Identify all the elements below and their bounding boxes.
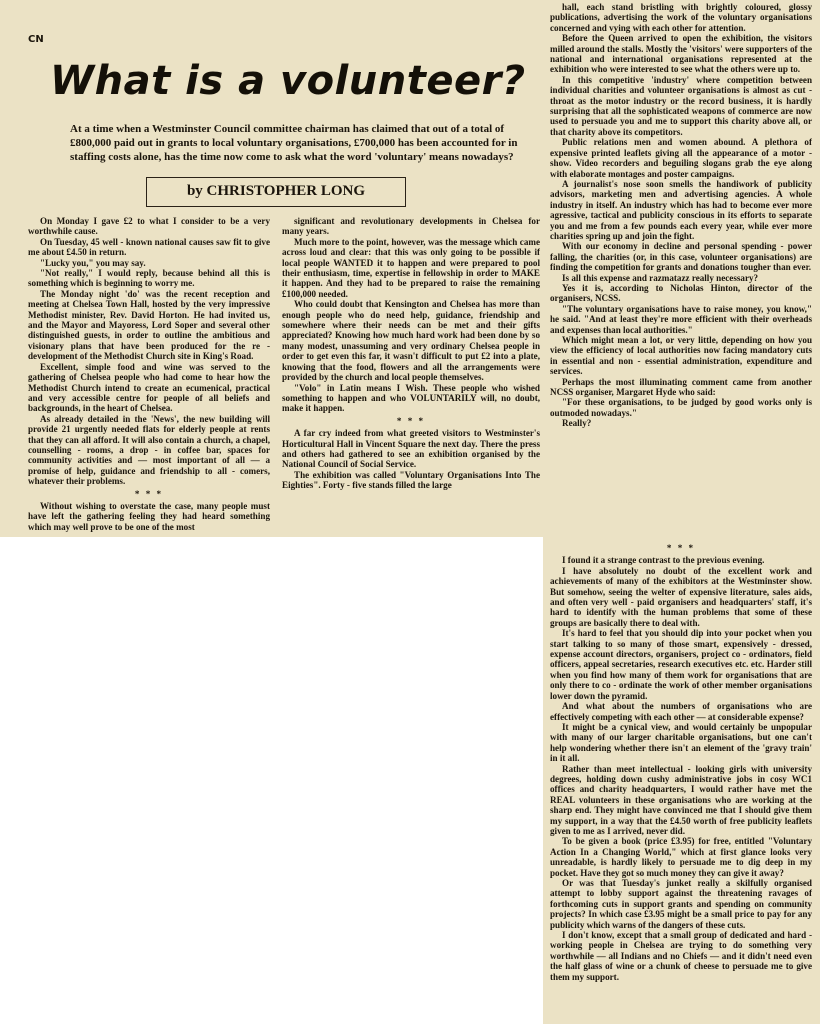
article-paragraph: "For these organisations, to be judged by good works only is outmoded nowadays." [550, 397, 812, 418]
article-paragraph: "Lucky you," you may say. [40, 257, 146, 268]
article-column-4 [550, 541, 812, 1021]
article-paragraph: "The voluntary organisations have to raise money, you know," he said. "And at least they're more efficient with their overheads and expenses than local authorities." [550, 303, 812, 335]
article-paragraph: With our economy in decline and personal spending - power falling, the charities (or, in this case, volunteer organisations) are finding the competition for grants and donations tougher than ever. [550, 241, 812, 273]
section-break-stars: * * * [666, 543, 696, 553]
article-paragraph: I found it a strange contrast to the previous evening. [562, 555, 765, 566]
headline: What is a volunteer? [50, 58, 526, 104]
article-paragraph: Before the Queen arrived to open the exhibition, the visitors milled around the stalls. Mostly the 'visitors' were supporters of the national and international organisations represented at the exhibition who were interested to see what the others were up to. [550, 33, 812, 75]
article-paragraph: "Not really," I would reply, because behind all this is something which is beginning to worry me. [28, 268, 270, 289]
article-paragraph: "Volo" in Latin means I Wish. These people who wished something to happen and who VOLUNTARILY will, no doubt, make it happen. [282, 382, 540, 414]
article-paragraph: Really? [562, 418, 592, 429]
article-paragraph: It's hard to feel that you should dip into your pocket when you start talking to so many of those smart, expensively - dressed, expense account directors, organisers, project co - ordinators, field officers, appeal secretaries, research executives etc. etc. Harder still when you find how many of them work for organisations that are only there to co - ordinate the work of other member organisations lower down the pyramid. [550, 628, 812, 701]
article-paragraph: Without wishing to overstate the case, many people must have left the gathering feeling they had heard something which may well prove to be one of the most [28, 500, 270, 532]
article-paragraph: Is all this expense and razmatazz really necessary? [562, 272, 759, 283]
article-paragraph: It might be a cynical view, and would certainly be unpopular with many of our larger charitable organisations, but one can't help wondering whether there isn't an element of the 'gravy train' in it all. [550, 721, 812, 764]
article-paragraph: I don't know, except that a small group of dedicated and hard - working people in Chelsea are trying to do something very worthwhile — all Indians and no Chiefs — and it didn't need even the half glass of wine or a chunk of cheese to persuade me to give them my support. [550, 930, 812, 982]
article-paragraph: hall, each stand bristling with brightly coloured, glossy publications, advertising the work of the voluntary organisations concerned and vying with each other for attention. [550, 2, 812, 33]
article-paragraph: In this competitive 'industry' where competition between individual charities and volunteer organisations is almost as cut - throat as the motor industry or the record business, it is hardly surprising that all the sophisticated weapons of commerce are now used to persuade you and me to support this charity above all, or that charity above its competitors. [550, 74, 812, 137]
article-paragraph: The Monday night 'do' was the recent reception and meeting at Chelsea Town Hall, hosted by the very impressive Methodist minister, Rev. David Horton. He had invited us, and the Mayor and Mayoress, Lord Soper and several other distinguished guests, in order to outline the ambitious and visionary plans that have been produced for the re - development of the Methodist Church site in King's Road. [28, 288, 270, 362]
article-paragraph: Yes it is, according to Nicholas Hinton, director of the organisers, NCSS. [550, 282, 812, 304]
section-break-stars: * * * [134, 488, 164, 499]
article-paragraph: Who could doubt that Kensington and Chelsea has more than enough people who do need help, guidance, friendship and somewhere where their needs can be met and their gifts appreciated? Knowing how much hard work had been done by so many modest, unassuming and very ordinary Chelsea people in order to get even this far, it wasn't difficult to put £2 into a plate, knowing that the food, flowers and all the arrangements were provided by the church and local people themselves. [282, 299, 540, 383]
article-paragraph: Or was that Tuesday's junket really a skilfully organised attempt to lobby support against the threatening ravages of forthcoming cuts in support grants and spending on community projects? In which case £3.95 might be a small price to pay for any publicity which warns of the dangers of these cuts. [550, 878, 812, 930]
section-break-stars: * * * [396, 415, 426, 426]
article-paragraph: Public relations men and women abound. A plethora of expensive printed leaflets giving all the appearance of a motor - show. Video recorders and beguiling slogans grab the eye along with elaborate montages and poster campaigns. [550, 137, 812, 179]
article-paragraph: Excellent, simple food and wine was served to the gathering of Chelsea people who had come to hear how the Methodist Church intend to create an ecumenical, practical and very accessible centre for people of all beliefs and backgrounds, in the heart of Chelsea. [28, 361, 270, 414]
article-paragraph: The exhibition was called "Voluntary Organisations Into The Eighties". Forty - five stands filled the large [282, 469, 540, 491]
article-paragraph: On Tuesday, 45 well - known national causes saw fit to give me about £4.50 in return. [28, 236, 270, 258]
article-paragraph: Much more to the point, however, was the message which came across loud and clear: that this was only going to be possible if local people WANTED it to happen and were prepared to pool their enthusiasm, time, expertise in fellowship in order to MAKE it happen. And they had to be prepared to raise the remaining £100,000 needed. [282, 236, 540, 299]
article-paragraph: On Monday I gave £2 to what I consider to be a very worthwhile cause. [28, 216, 270, 237]
article-paragraph: As already detailed in the 'News', the new building will provide 21 urgently needed flats for elderly people at rents that they can all afford. It will also contain a church, a chapel, counselling - rooms, a drop - in coffee bar, spaces for community activities and — most important of all — a promise of help, guidance and friendship to all - comers, whatever their problems. [28, 413, 270, 487]
section-tag: CN [28, 34, 44, 45]
article-column-2 [282, 216, 540, 536]
article-paragraph: A far cry indeed from what greeted visitors to Westminster's Horticultural Hall in Vincent Square the next day. There the press and others had gathered to see an exhibition organised by the National Council of Social Service. [282, 428, 540, 470]
article-paragraph: Rather than meet intellectual - looking girls with university degrees, holding down cushy administrative jobs in cosy WC1 offices and charity headquarters, I would rather have met the REAL volunteers in these organisations who are working at the sharp end. They might have convinced me that I should give them my support, in a way that the £4.50 worth of free publicity leaflets given to me as I arrived, never did. [550, 763, 812, 836]
article-paragraph: I have absolutely no doubt of the excellent work and achievements of many of the exhibitors at the Westminster show. But somehow, seeing the welter of expensive literature, sales aids, and often very well - paid organisers and headquarters' staff, it's hard to identify with the human problems that some of these groups are basically there to deal with. [550, 565, 812, 628]
byline-box: by CHRISTOPHER LONG [146, 177, 406, 207]
article-paragraph: A journalist's nose soon smells the handiwork of publicity advisors, marketing men and advertising agencies. A whole industry in itself. An industry which has had to become ever more agressive, tactical and publicity conscious in its efforts to separate you and me from a few pounds each every year, while ever more charities spring up and join the fight. [550, 178, 812, 241]
article-column-1 [28, 216, 270, 536]
article-paragraph: Which might mean a lot, or very little, depending on how you view the efficiency of local authorities now facing mandatory cuts in essential and non - essential administration, expenditure and services. [550, 335, 812, 377]
article-paragraph: significant and revolutionary developments in Chelsea for many years. [282, 216, 540, 237]
article-column-3 [550, 2, 812, 536]
article-paragraph: To be given a book (price £3.95) for free, entitled "Voluntary Action In a Changing World," which at first glance looks very unreadable, is hardly likely to persuade me to dig deep in my pocket. Have they got so much money they can give it away? [550, 836, 812, 878]
article-paragraph: And what about the numbers of organisations who are effectively competing with each other — at considerable expense? [550, 701, 812, 722]
standfirst: At a time when a Westminster Council committee chairman has claimed that out of a total of £800,000 paid out in grants to local voluntary organisations, £700,000 has been accounted for in staffing costs alone, has the time now come to ask what the word 'voluntary' means nowadays? [70, 123, 518, 163]
article-paragraph: Perhaps the most illuminating comment came from another NCSS organiser, Margaret Hyde who said: [550, 376, 812, 398]
